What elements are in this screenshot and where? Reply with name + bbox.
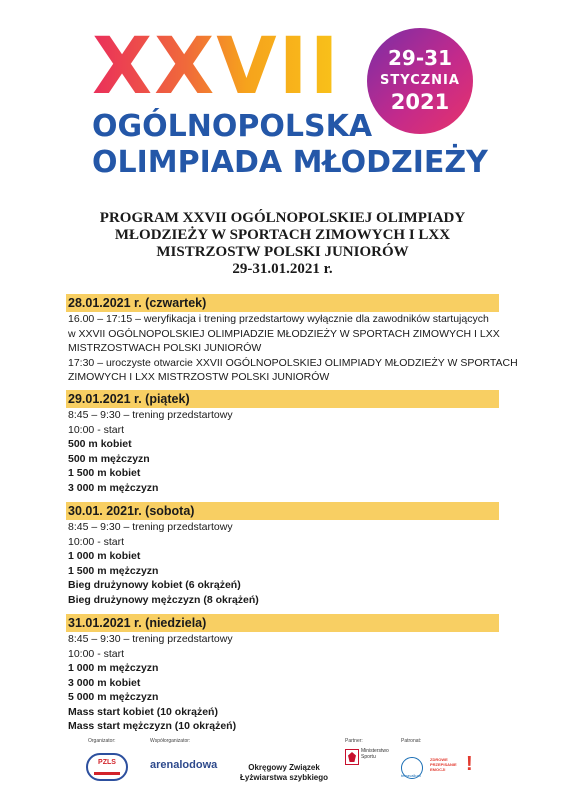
ozls-line1: Okręgowy Związek — [248, 763, 320, 772]
schedule-line: 10:00 - start — [68, 535, 125, 548]
day-section-saturday — [66, 502, 499, 607]
race-item: Mass start kobiet (10 okrążeń) — [68, 705, 218, 718]
race-item: 1 000 m mężczyzn — [68, 662, 159, 674]
event-name-line2: OLIMPIADA MŁODZIEŻY — [92, 145, 488, 180]
schedule-line: 10:00 - start — [68, 423, 125, 436]
schedule-line: w XXVII OGÓLNOPOLSKIEJ OLIMPIADZIE MŁODZIEŻY W SPORTACH ZIMOWYCH I LXX — [68, 327, 500, 340]
terravallum-logo-text: terravallum — [401, 773, 421, 778]
partner-caption: Partner: — [345, 738, 363, 744]
program-title-line2: MŁODZIEŻY W SPORTACH ZIMOWYCH I LXX — [114, 227, 451, 243]
program-title-line1: PROGRAM XXVII OGÓLNOPOLSKIEJ OLIMPIADY — [99, 210, 466, 226]
event-name-line1: OGÓLNOPOLSKA — [92, 109, 373, 144]
arena-lodowa-logo: arenalodowa — [150, 759, 218, 771]
day-heading: 29.01.2021 r. (piątek) — [66, 390, 499, 408]
sponsor-footer — [0, 735, 565, 800]
schedule-line: 17:30 – uroczyste otwarcie XXVII OGÓLNOPOLSKIEJ OLIMPIADY MŁODZIEŻY W SPORTACH — [68, 356, 518, 369]
day-section-friday — [66, 390, 499, 495]
schedule-line: 16.00 – 17:15 – weryfikacja i trening przedstartowy wyłącznie dla zawodników startujących — [68, 313, 489, 325]
race-item: Bieg drużynowy kobiet (6 okrążeń) — [68, 579, 241, 591]
schedule-line: ZIMOWYCH I LXX MISTRZOSTW POLSKI JUNIORÓW — [68, 371, 330, 383]
ministry-line1: Ministerstwo — [361, 748, 389, 754]
ministry-line2: Sportu — [361, 754, 376, 760]
race-item: 1 500 m mężczyzn — [68, 564, 159, 577]
date-badge — [367, 28, 473, 134]
race-item: 5 000 m mężczyzn — [68, 691, 159, 703]
schedule-line: MISTRZOSTWACH POLSKI JUNIORÓW — [68, 342, 262, 354]
day-section-sunday — [66, 614, 499, 734]
coorganizer-caption: Współorganizator: — [150, 738, 191, 744]
program-title-line3: MISTRZOSTW POLSKI JUNIORÓW — [156, 244, 409, 260]
program-title — [60, 210, 505, 278]
schedule-line: 10:00 - start — [68, 647, 125, 660]
race-item: 500 m mężczyzn — [68, 452, 150, 465]
race-item: 1 500 m kobiet — [68, 467, 141, 479]
day-heading: 28.01.2021 r. (czwartek) — [66, 294, 499, 312]
race-item: 500 m kobiet — [68, 438, 132, 450]
date-badge-days: 29-31 — [388, 46, 452, 70]
schedule-line: 8:45 – 9:30 – trening przedstartowy — [68, 521, 233, 533]
race-item: 3 000 m mężczyzn — [68, 481, 159, 494]
event-roman-numeral: XXVII — [92, 22, 341, 112]
pzls-logo-text: PZLS — [98, 759, 116, 766]
organizer-caption: Organizator: — [88, 738, 116, 744]
ozls-line2: Łyżwiarstwa szybkiego — [240, 773, 329, 782]
schedule-line: 8:45 – 9:30 – trening przedstartowy — [68, 409, 233, 421]
date-badge-year: 2021 — [390, 90, 450, 114]
ozls-logo — [240, 763, 328, 783]
schedule-line: 8:45 – 9:30 – trening przedstartowy — [68, 633, 233, 645]
program-title-line4: 29-31.01.2021 r. — [232, 261, 333, 277]
day-heading: 31.01.2021 r. (niedziela) — [66, 614, 499, 632]
patron-caption: Patronat: — [401, 738, 422, 744]
race-item: Mass start mężczyzn (10 okrążeń) — [68, 720, 237, 732]
ministry-logo — [361, 748, 389, 760]
day-heading: 30.01. 2021r. (sobota) — [66, 502, 499, 520]
date-badge-month: STYCZNIA — [380, 73, 460, 88]
pzls-logo-stripe — [94, 772, 120, 775]
race-item: 1 000 m kobiet — [68, 550, 141, 562]
zdrowe-emocje-logo: ZDROWE PRZEPISANIE EMOCJI — [430, 757, 457, 772]
pzls-logo — [86, 753, 128, 781]
race-item: 3 000 m kobiet — [68, 676, 141, 689]
race-item: Bieg drużynowy mężczyzn (8 okrążeń) — [68, 593, 259, 606]
day-section-thursday — [66, 294, 518, 385]
eagle-emblem-icon — [345, 749, 359, 765]
exclamation-icon: ! — [466, 753, 473, 775]
